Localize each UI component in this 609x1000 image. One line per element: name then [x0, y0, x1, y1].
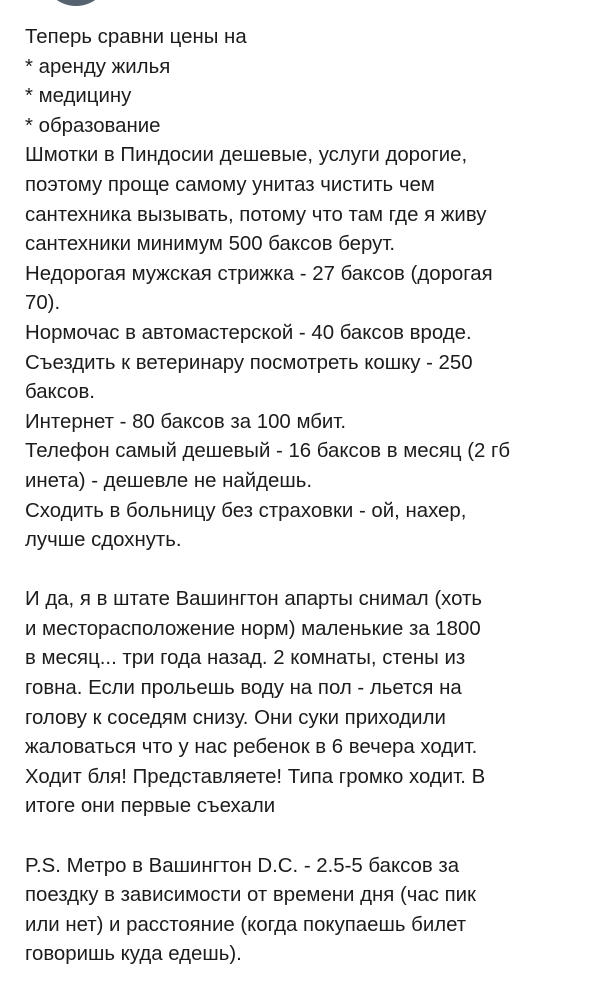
text-line: * образование	[25, 114, 161, 137]
text-line: Недорогая мужская стрижка - 27 баксов (дорогая	[25, 262, 493, 285]
text-line: итоге они первые съехали	[25, 795, 276, 818]
paragraph-ps	[25, 852, 595, 970]
text-line: Сходить в больницу без страховки - ой, нахер,	[25, 499, 467, 522]
text-line: Съездить к ветеринару посмотреть кошку - 250	[25, 351, 473, 374]
text-line: Шмотки в Пиндосии дешевые, услуги дорогие,	[25, 144, 468, 167]
post-text	[25, 23, 595, 970]
text-line: баксов.	[25, 381, 95, 404]
text-line: поэтому проще самому унитаз чистить чем	[25, 173, 435, 196]
text-line: инета) - дешевле не найдешь.	[25, 469, 313, 492]
text-line: Теперь сравни цены на	[25, 26, 247, 48]
paragraph-apartment	[25, 585, 595, 822]
text-line: лучше сдохнуть.	[25, 529, 182, 552]
text-line: Интернет - 80 баксов за 100 мбит.	[25, 410, 347, 433]
paragraph-prices	[25, 23, 595, 556]
text-line: И да, я в штате Вашингтон апарты снимал (хоть	[25, 588, 482, 611]
text-line: в месяц... три года назад. 2 комнаты, стены из	[25, 647, 466, 670]
text-line: говоришь куда едешь).	[25, 943, 242, 966]
text-line: поездку в зависимости от времени дня (час пик	[25, 884, 476, 907]
text-line: Ходит бля! Представляете! Типа громко ходит. В	[25, 765, 486, 788]
text-line: голову к соседям снизу. Они суки приходили	[25, 706, 446, 729]
text-line: * медицину	[25, 85, 132, 108]
text-line: или нет) и расстояние (когда покупаешь билет	[25, 913, 467, 936]
text-line: сантехника вызывать, потому что там где я живу	[25, 203, 487, 226]
text-line: Телефон самый дешевый - 16 баксов в месяц (2 гб	[25, 440, 511, 463]
text-line: 70).	[25, 292, 61, 315]
text-line: * аренду жилья	[25, 55, 171, 78]
text-line: Нормочас в автомастерской - 40 баксов вроде.	[25, 321, 472, 344]
text-line: P.S. Метро в Вашингтон D.C. - 2.5-5 баксов за	[25, 854, 460, 877]
paragraph-gap	[25, 556, 595, 586]
text-line: сантехники минимум 500 баксов берут.	[25, 233, 396, 256]
paragraph-gap	[25, 822, 595, 852]
text-line: и месторасположение норм) маленькие за 1800	[25, 617, 481, 640]
text-line: жаловаться что у нас ребенок в 6 вечера ходит.	[25, 736, 478, 759]
avatar[interactable]	[42, 0, 110, 6]
text-line: говна. Если прольешь воду на пол - льется на	[25, 677, 462, 700]
